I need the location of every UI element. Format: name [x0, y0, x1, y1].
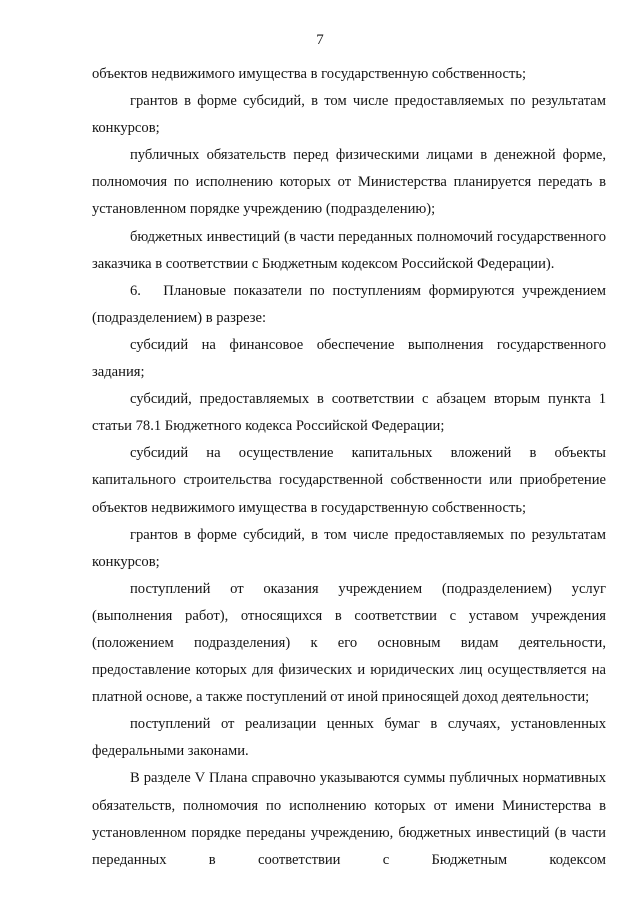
- paragraph: объектов недвижимого имущества в государственную собственность;: [92, 66, 527, 82]
- paragraph: субсидий на финансовое обеспечение выполнения государственного задания;: [92, 336, 606, 381]
- paragraph: поступлений от оказания учреждением (подразделением) услуг (выполнения работ), относящихся в соответствии с уставом учреждения (положением подразделения) к его основным видам деятельности, предоставление которых для физических и юридических лиц осуществляется на платной основе, а также поступлений от иной приносящей доход деятельности;: [92, 580, 606, 706]
- document-body: [92, 61, 606, 874]
- paragraph: субсидий, предоставляемых в соответствии с абзацем вторым пункта 1 статьи 78.1 Бюджетного кодекса Российской Федерации;: [92, 391, 606, 435]
- paragraph: поступлений от реализации ценных бумаг в случаях, установленных федеральными законами.: [92, 716, 606, 760]
- page-number: 7: [316, 32, 324, 48]
- paragraph: грантов в форме субсидий, в том числе предоставляемых по результатам конкурсов;: [92, 93, 606, 137]
- paragraph: грантов в форме субсидий, в том числе предоставляемых по результатам конкурсов;: [92, 526, 606, 570]
- paragraph: В разделе V Плана справочно указываются суммы публичных нормативных обязательств, полномочия по исполнению которых от имени Министерства в установленном порядке переданы учреждению, бюджетных инвестиций (в части переданных в соответствии с Бюджетным кодексом: [92, 770, 606, 868]
- paragraph: бюджетных инвестиций (в части переданных полномочий государственного заказчика в соответствии с Бюджетным кодексом Российской Федерации).: [92, 228, 606, 272]
- paragraph: публичных обязательств перед физическими лицами в денежной форме, полномочия по исполнению которых от Министерства планируется передать в установленном порядке учреждению (подразделению);: [92, 147, 606, 218]
- paragraph: 6. Плановые показатели по поступлениям формируются учреждением (подразделением) в разрезе:: [92, 282, 606, 326]
- paragraph: субсидий на осуществление капитальных вложений в объекты капитального строительства государственной собственности или приобретение объектов недвижимого имущества в государственную собственность;: [92, 445, 606, 516]
